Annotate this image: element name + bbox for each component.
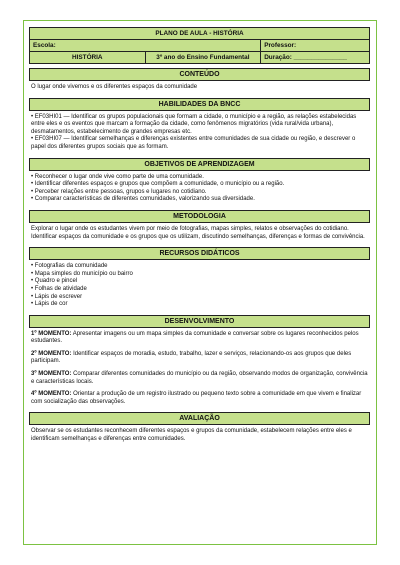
conteudo-paragraph: O lugar onde vivemos e os diferentes espaços da comunidade — [31, 84, 198, 90]
subject-cell: HISTÓRIA — [30, 52, 146, 64]
duration-field[interactable]: Duração: _______________ — [261, 52, 370, 64]
recurso-item: • Folhas de atividade — [31, 286, 368, 294]
moment-4-text: Orientar a produção de um registro ilustrado ou pequeno texto sobre a comunidade em que vivem e finalizar com socialização das observações. — [31, 391, 362, 405]
moment-2-text: Identificar espaços de moradia, estudo, trabalho, lazer e serviços, relacionando-os aos grupos que deles participam. — [31, 350, 352, 365]
recurso-item: • Mapa simples do município ou bairro — [31, 271, 368, 279]
bncc-item: • EF03HI07 — Identificar semelhanças e diferenças existentes entre comunidades de sua cidade ou região, e descrever o papel dos diferentes grupos sociais que as formam. — [31, 136, 356, 150]
metodologia-text — [29, 223, 370, 243]
header-table — [29, 27, 370, 64]
section-title-objetivos: OBJETIVOS DE APRENDIZAGEM — [29, 158, 370, 171]
recurso-item: • Fotografias da comunidade — [31, 263, 368, 271]
moment-3 — [31, 371, 368, 386]
section-title-desenvolvimento: DESENVOLVIMENTO — [29, 315, 370, 328]
recurso-item: • Lápis de cor — [31, 301, 368, 309]
moment-1-label: 1º MOMENTO: — [31, 330, 72, 337]
objetivo-item: • Reconhecer o lugar onde vive como parte de uma comunidade. — [31, 174, 368, 182]
objetivo-item: • Comparar características de diferentes comunidades, valorizando sua diversidade. — [31, 196, 368, 204]
metodologia-paragraph: Explorar o lugar onde os estudantes vivem por meio de fotografias, mapas simples, relatos e observações do cotidiano. Identificar espaços da comunidade e os grupos que os utilizam, discutindo semelhanças, diferenças e formas de convivência. — [31, 225, 365, 240]
page-frame — [23, 20, 377, 545]
moment-4-label: 4º MOMENTO: — [31, 391, 72, 398]
section-title-bncc: HABILIDADES DA BNCC — [29, 98, 370, 111]
moment-3-text: Comparar diferentes comunidades do município ou da região, observando modos de organização, convivência e características locais. — [31, 371, 368, 385]
moment-4 — [31, 391, 368, 406]
moment-1 — [31, 331, 368, 346]
avaliacao-paragraph: Observar se os estudantes reconhecem diferentes espaços e grupos da comunidade, estabelecem relações entre eles e identificam semelhanças e diferenças entre comunidades. — [31, 428, 352, 443]
school-field[interactable]: Escola: — [30, 40, 261, 52]
conteudo-text — [29, 81, 370, 94]
objetivos-text — [29, 171, 370, 206]
section-title-avaliacao: AVALIAÇÃO — [29, 412, 370, 425]
page-title: PLANO DE AULA - HISTÓRIA — [30, 28, 370, 40]
moment-2 — [31, 351, 368, 366]
section-title-conteudo: CONTEÚDO — [29, 68, 370, 81]
moment-3-label: 3º MOMENTO: — [31, 371, 72, 378]
objetivo-item: • Perceber relações entre pessoas, grupos e lugares no cotidiano. — [31, 189, 368, 197]
moment-1-text: Apresentar imagens ou um mapa simples da comunidade e conversar sobre os lugares reconhecidos pelos estudantes. — [31, 330, 359, 345]
objetivo-item: • Identificar diferentes espaços e grupos que compõem a comunidade, o município ou a região. — [31, 181, 368, 189]
bncc-item: • EF03HI01 — Identificar os grupos populacionais que formam a cidade, o município e a região, as relações estabelecidas entre eles e os eventos que marcam a formação da cidade, como fenômenos migratórios (vida rural/vida urbana), desmatamentos, estabelecimento de grandes empresas etc. — [31, 113, 357, 135]
section-title-recursos: RECURSOS DIDÁTICOS — [29, 247, 370, 260]
teacher-field[interactable]: Professor: — [261, 40, 370, 52]
section-title-metodologia: METODOLOGIA — [29, 210, 370, 223]
desenvolvimento-text — [29, 328, 370, 409]
recurso-item: • Lápis de escrever — [31, 294, 368, 302]
bncc-text — [29, 111, 370, 154]
grade-cell: 3º ano do Ensino Fundamental — [145, 52, 261, 64]
recurso-item: • Quadro e pincel — [31, 278, 368, 286]
avaliacao-text — [29, 425, 370, 445]
lesson-plan — [29, 27, 370, 446]
moment-2-label: 2º MOMENTO: — [31, 350, 72, 357]
recursos-text — [29, 260, 370, 311]
